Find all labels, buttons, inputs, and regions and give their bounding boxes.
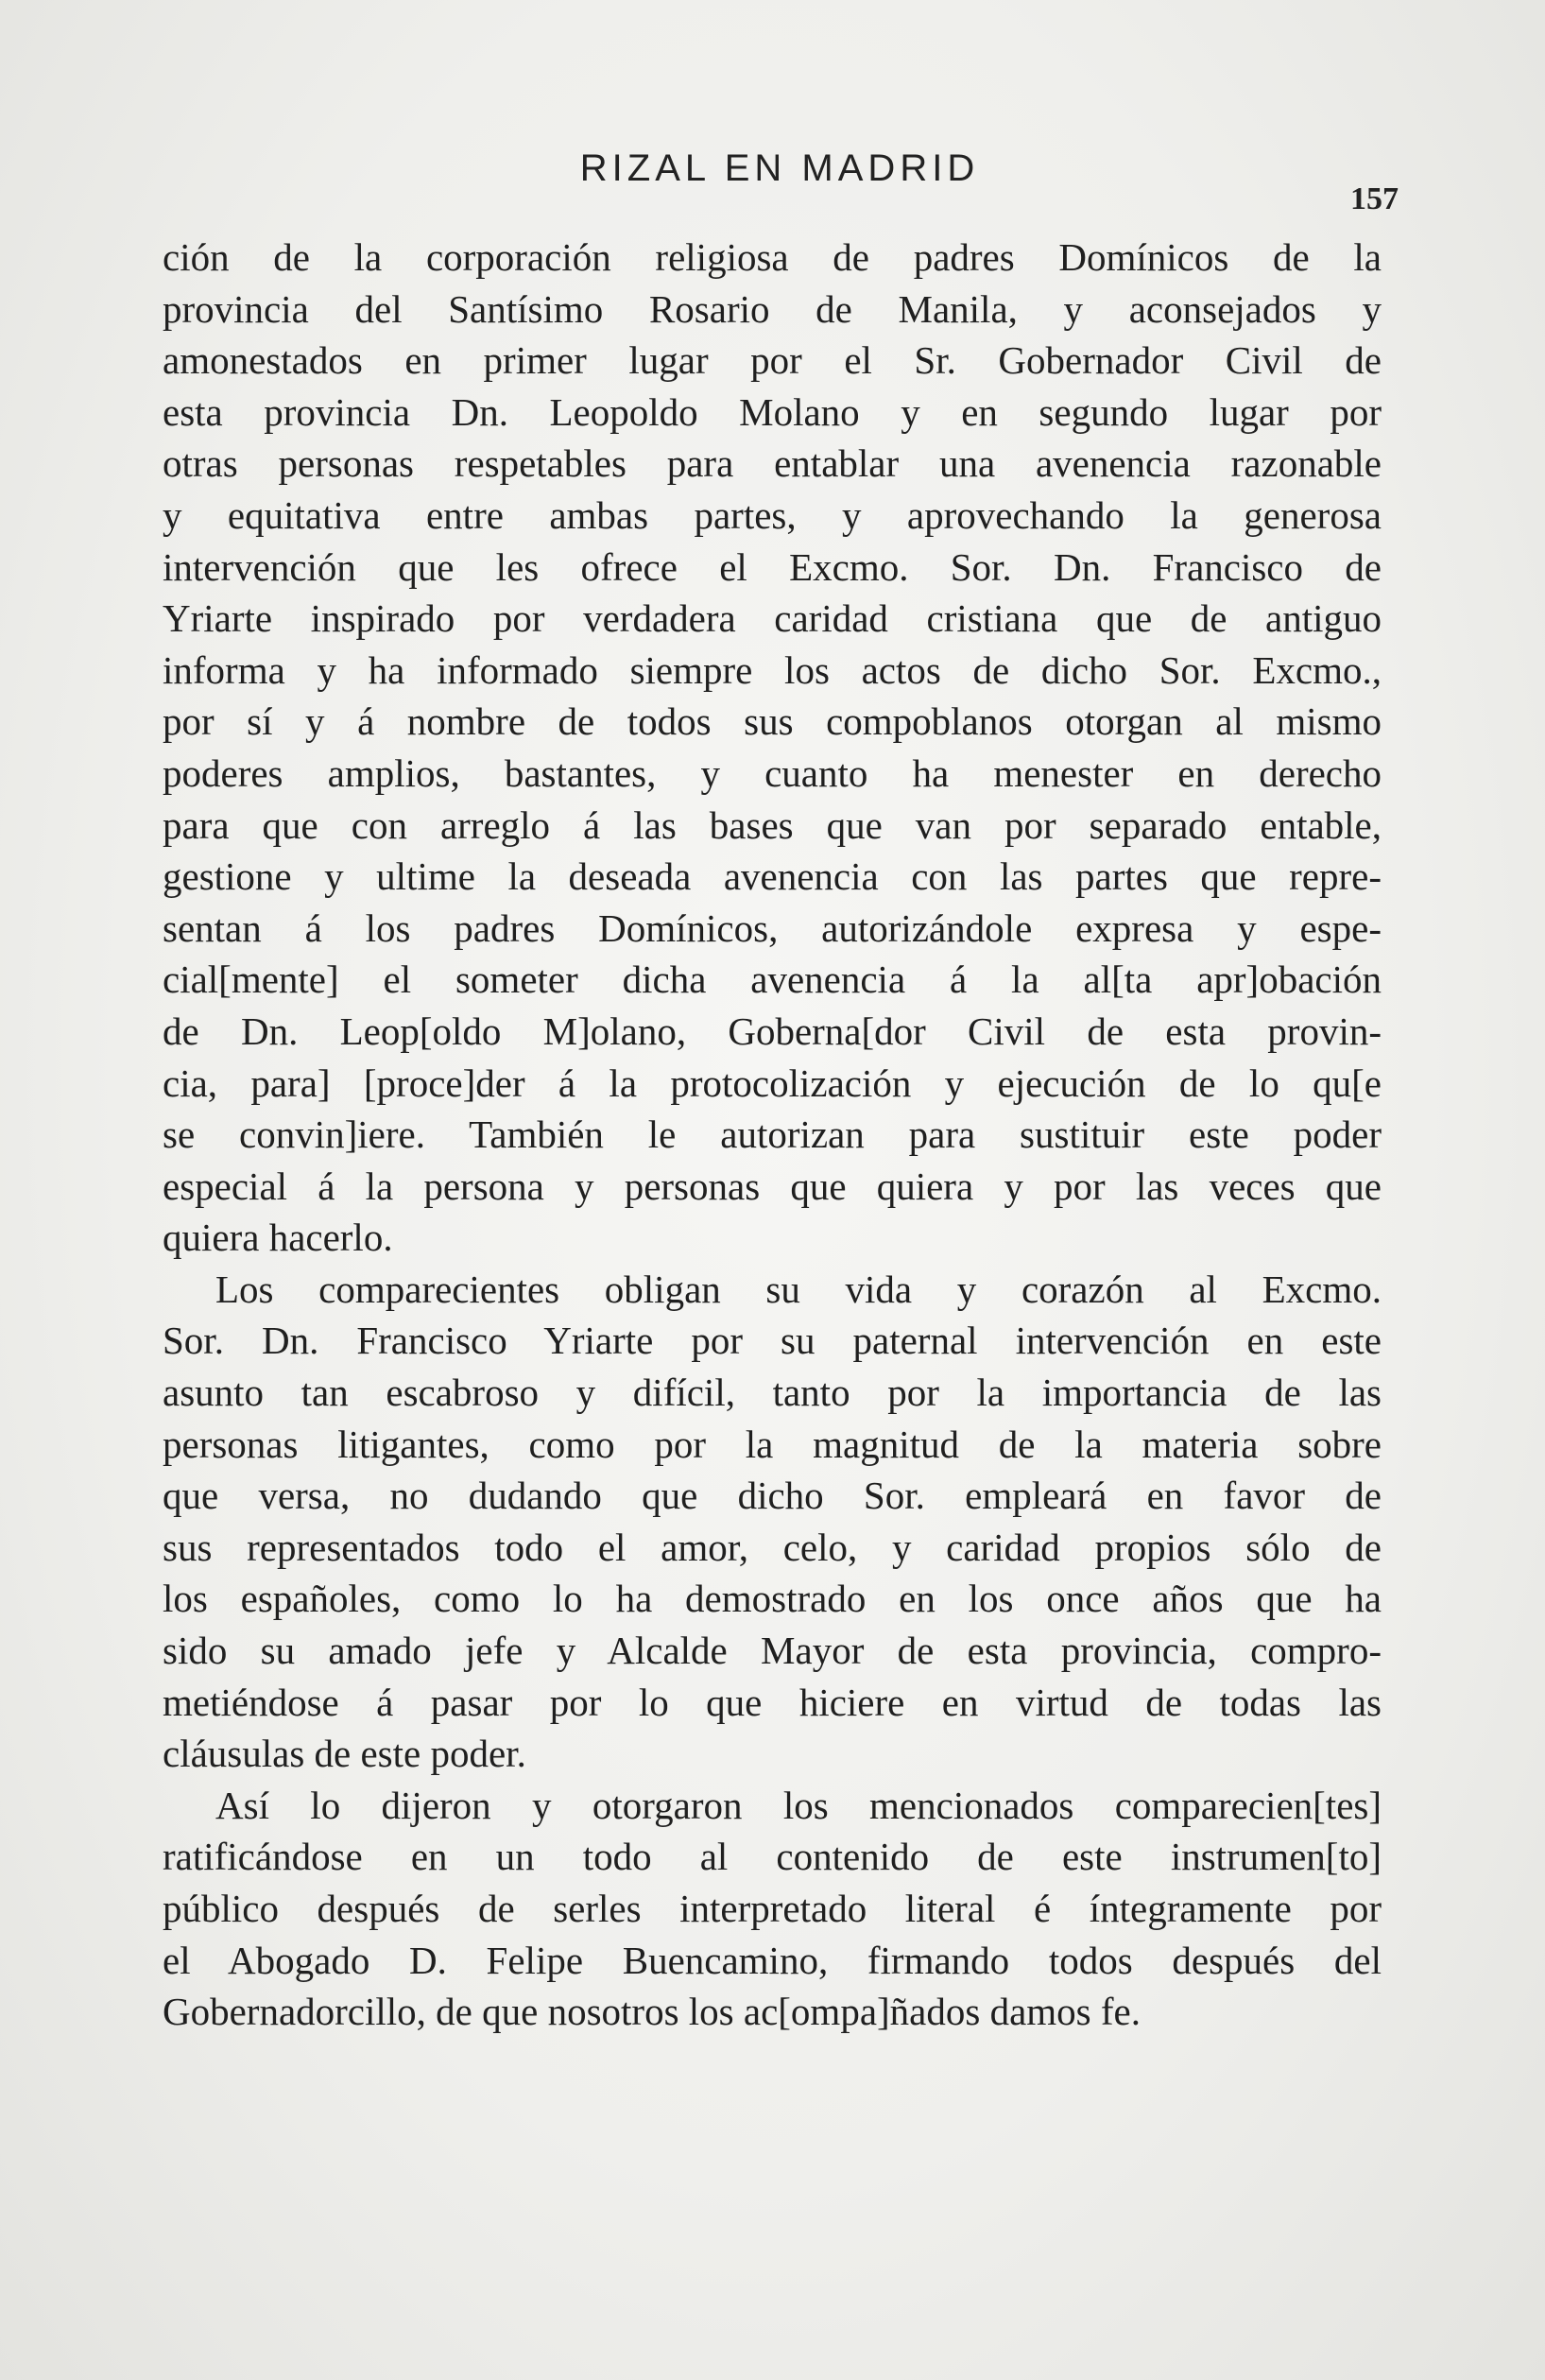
text-line: poderes amplios, bastantes, y cuanto ha menester en derecho: [163, 750, 1382, 795]
text-line: cial[mente] el someter dicha avenencia á la al[ta apr]obación: [163, 957, 1382, 1002]
text-line: asunto tan escabroso y difícil, tanto por la importancia de las: [163, 1371, 1382, 1415]
text-line: cláusulas de este poder.: [163, 1732, 526, 1776]
page-number: 157: [1350, 181, 1399, 216]
text-line: Así lo dijeron y otorgaron los mencionados comparecien[tes]: [215, 1783, 1382, 1827]
text-line: cia, para] [proce]der á la protocolización y ejecución de lo qu[e: [163, 1061, 1382, 1105]
text-line: Los comparecientes obligan su vida y corazón al Excmo.: [215, 1267, 1382, 1311]
text-line: especial á la persona y personas que quiera y por las veces que: [163, 1164, 1382, 1208]
paragraph-1: [163, 232, 1382, 1264]
text-line: sentan á los padres Domínicos, autorizándole expresa y espe-: [163, 905, 1382, 950]
text-line: y equitativa entre ambas partes, y aprovechando la generosa: [163, 492, 1382, 537]
text-line: quiera hacerlo.: [163, 1216, 393, 1260]
text-line: otras personas respetables para entablar una avenencia razonable: [163, 441, 1382, 486]
text-line: que versa, no dudando que dicho Sor. empleará en favor de: [163, 1474, 1382, 1518]
text-line: metiéndose á pasar por lo que hiciere en virtud de todas las: [163, 1680, 1382, 1724]
running-title: RIZAL EN MADRID: [579, 147, 980, 189]
text-line: sus representados todo el amor, celo, y caridad propios sólo de: [163, 1525, 1382, 1569]
text-line: los españoles, como lo ha demostrado en los once años que ha: [163, 1577, 1382, 1621]
text-line: para que con arreglo á las bases que van por separado entable,: [163, 802, 1382, 847]
text-line: se convin]iere. También le autorizan para sustituir este poder: [163, 1112, 1382, 1157]
text-line: informa y ha informado siempre los actos de dicho Sor. Excmo.,: [163, 647, 1382, 692]
text-line: Yriarte inspirado por verdadera caridad cristiana que de antiguo: [163, 596, 1382, 641]
text-line: amonestados en primer lugar por el Sr. Gobernador Civil de: [163, 338, 1382, 383]
text-line: sido su amado jefe y Alcalde Mayor de esta provincia, compro-: [163, 1629, 1382, 1673]
text-line: Sor. Dn. Francisco Yriarte por su paternal intervención en este: [163, 1319, 1382, 1363]
text-line: Gobernadorcillo, de que nosotros los ac[ompa]ñados damos fe.: [163, 1990, 1141, 2034]
text-line: ción de la corporación religiosa de padres Domínicos de la: [163, 235, 1382, 279]
text-line: intervención que les ofrece el Excmo. Sor. Dn. Francisco de: [163, 544, 1382, 589]
body-text: [163, 232, 1382, 2038]
text-line: provincia del Santísimo Rosario de Manila, y aconsejados y: [163, 286, 1382, 331]
text-line: ratificándose en un todo al contenido de este instrumen[to]: [163, 1835, 1382, 1879]
text-line: esta provincia Dn. Leopoldo Molano y en segundo lugar por: [163, 389, 1382, 434]
text-line: por sí y á nombre de todos sus compoblanos otorgan al mismo: [163, 699, 1382, 744]
paragraph-2: [163, 1264, 1382, 1780]
text-line: personas litigantes, como por la magnitud de la materia sobre: [163, 1422, 1382, 1466]
paragraph-3: [163, 1780, 1382, 2038]
text-line: de Dn. Leop[oldo M]olano, Goberna[dor Civil de esta provin-: [163, 1009, 1382, 1053]
text-line: el Abogado D. Felipe Buencamino, firmando todos después del: [163, 1938, 1382, 1982]
text-line: público después de serles interpretado literal é íntegramente por: [163, 1887, 1382, 1930]
text-line: gestione y ultime la deseada avenencia con las partes que repre-: [163, 854, 1382, 899]
running-head: [161, 142, 1399, 216]
